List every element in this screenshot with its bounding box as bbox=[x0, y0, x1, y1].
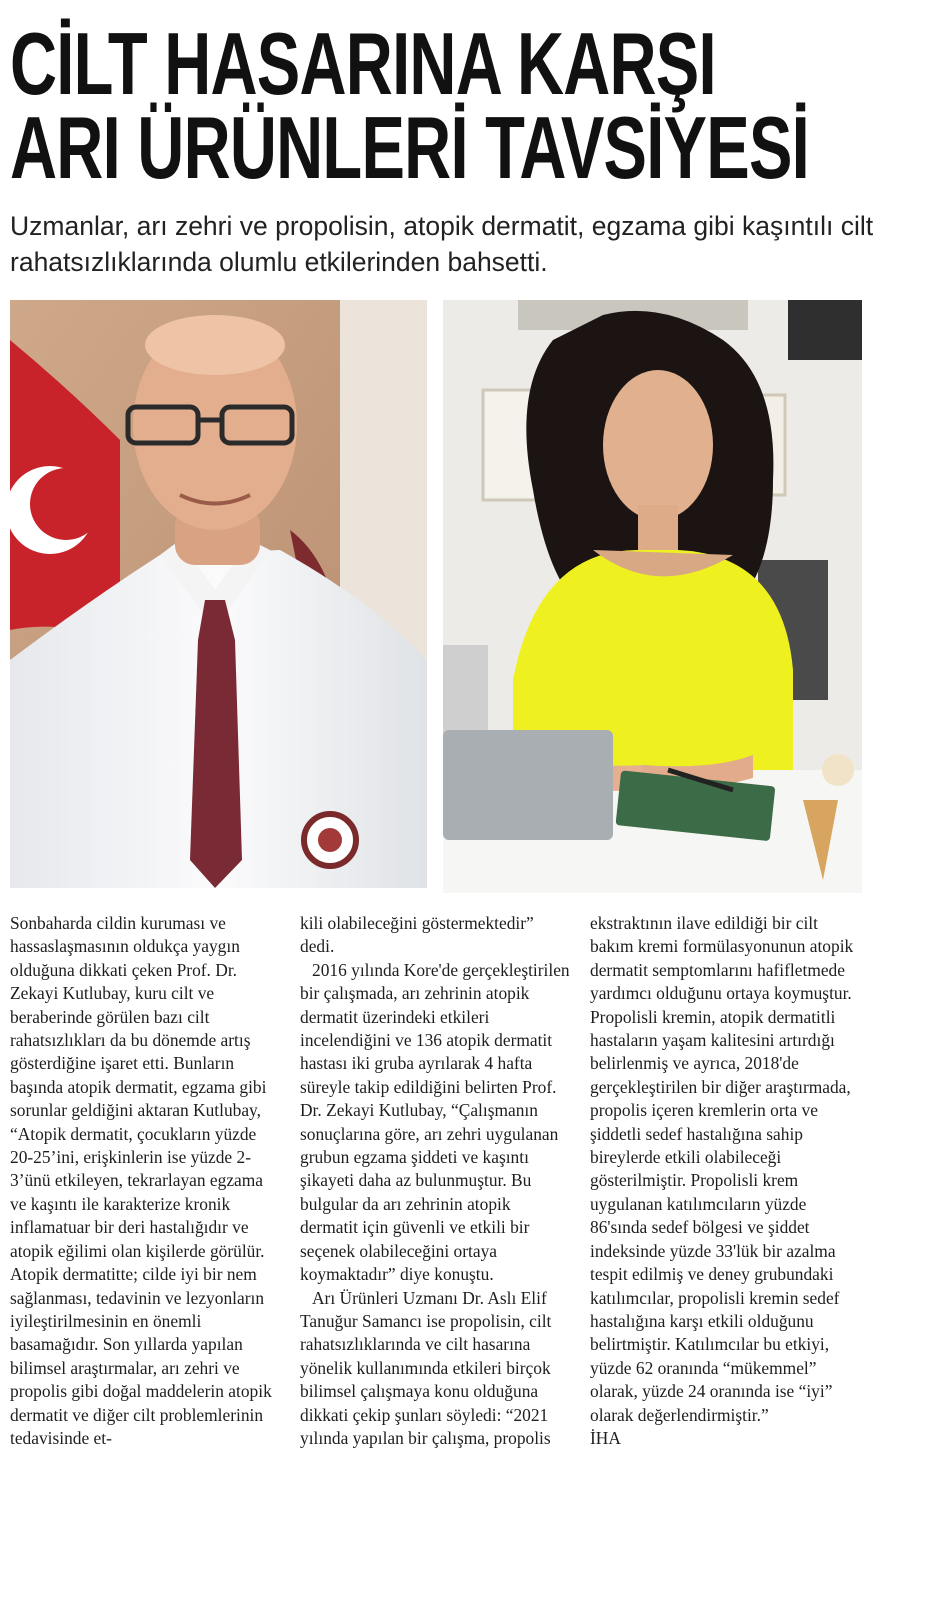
photo-female-expert bbox=[443, 300, 862, 893]
article-column-3 bbox=[590, 912, 860, 1450]
article-paragraph: ekstraktının ilave edildiği bir cilt bakım kremi formülasyonunun atopik dermatit semptomlarını hafifletmede yardımcı olduğunu ortaya koymuştur. Propolisli kremin, atopik dermatitli hastaların yaşam kalitesini artırdığı belirlenmiş ve ayrıca, 2018'de gerçekleştirilen bir diğer araştırmada, propolis içeren kremlerin orta ve şiddetli sedef hastalığına sahip bireylerde etkili olabileceği gösterilmiştir. Propolisli krem uygulanan katılımcıların yüzde 86'sında sedef bölgesi ve şiddet indeksinde yüzde 33'lük bir azalma tespit edilmiş ve deney grubundaki katılımcılar, propolisli kremin sedef hastalığına karşı etkili olduğunu belirtmiştir. Katılımcılar bu etkiyi, yüzde 62 oranında “mükemmel” olarak, yüzde 24 oranında ise “iyi” olarak değerlendirmiştir.” bbox=[590, 913, 854, 1425]
headline-line-1: CİLT HASARINA KARŞI bbox=[10, 14, 716, 113]
article-column-2 bbox=[300, 912, 570, 1450]
subheadline: Uzmanlar, arı zehri ve propolisin, atopik dermatit, egzama gibi kaşıntılı cilt rahatsızlıklarında olumlu etkilerinden bahsetti. bbox=[10, 211, 874, 277]
article-column-1 bbox=[10, 912, 280, 1450]
article-paragraph: 2016 yılında Kore'de gerçekleştirilen bir çalışmada, arı zehrinin atopik dermatit üzerindeki etkileri incelendiğini ve 136 atopik dermatit hastası iki gruba ayrılarak 4 hafta süreyle takip edildiğini belirten Prof. Dr. Zekayi Kutlubay, “Çalışmanın sonuçlarına göre, arı zehri uygulanan grubun egzama şiddeti ve kaşıntı şikayeti daha az bulunmuştur. Bu bulgular da arı zehrinin atopik dermatit için güvenli ve etkili bir seçenek olabileceğini ortaya koymaktadır” diye konuştu. bbox=[300, 959, 570, 1285]
article-paragraph: kili olabileceğini göstermektedir” dedi. bbox=[300, 913, 534, 957]
article-paragraph: Sonbaharda cildin kuruması ve hassaslaşmasının oldukça yaygın olduğuna dikkati çeken Prof. Dr. Zekayi Kutlubay, kuru cilt ve beraberinde görülen bazı cilt rahatsızlıkları da bu dönemde artış gösterdiğine işaret etti. Bunların başında atopik dermatit, egzama gibi sorunlar geldiğini aktaran Kutlubay, “Atopik dermatit, çocukların yüzde 20-25’ini, erişkinlerin ise yüzde 2-3’ünü etkileyen, tekrarlayan egzama ve kaşıntı ile karakterize kronik inflamatuar bir deri hastalığıdır ve atopik eğilimi olan kişilerde görülür. Atopik dermatitte; cilde iyi bir nem sağlanması, tedavinin ve lezyonların iyileştirilmesinin en önemli basamağıdır. Son yıllarda yapılan bilimsel araştırmalar, arı zehri ve propolis gibi doğal maddelerin atopik dermatit ve diğer cilt problemlerinin tedavisinde et- bbox=[10, 913, 272, 1448]
portrait-photo-icon bbox=[10, 300, 427, 888]
headline-line-2: ARI ÜRÜNLERİ TAVSİYESİ bbox=[10, 98, 809, 197]
photo-male-doctor bbox=[10, 300, 427, 888]
article-byline: İHA bbox=[590, 1427, 621, 1448]
article-paragraph: Arı Ürünleri Uzmanı Dr. Aslı Elif Tanuğur Samancı ise propolisin, cilt rahatsızlıklarında ve cilt hasarına yönelik kullanımında etkileri birçok bilimsel çalışmaya konu olduğuna dikkati çekip şunları söyledi: “2021 yılında yapılan bir çalışma, propolis bbox=[300, 1287, 552, 1448]
headline bbox=[10, 14, 809, 197]
portrait-photo-icon bbox=[443, 300, 862, 893]
